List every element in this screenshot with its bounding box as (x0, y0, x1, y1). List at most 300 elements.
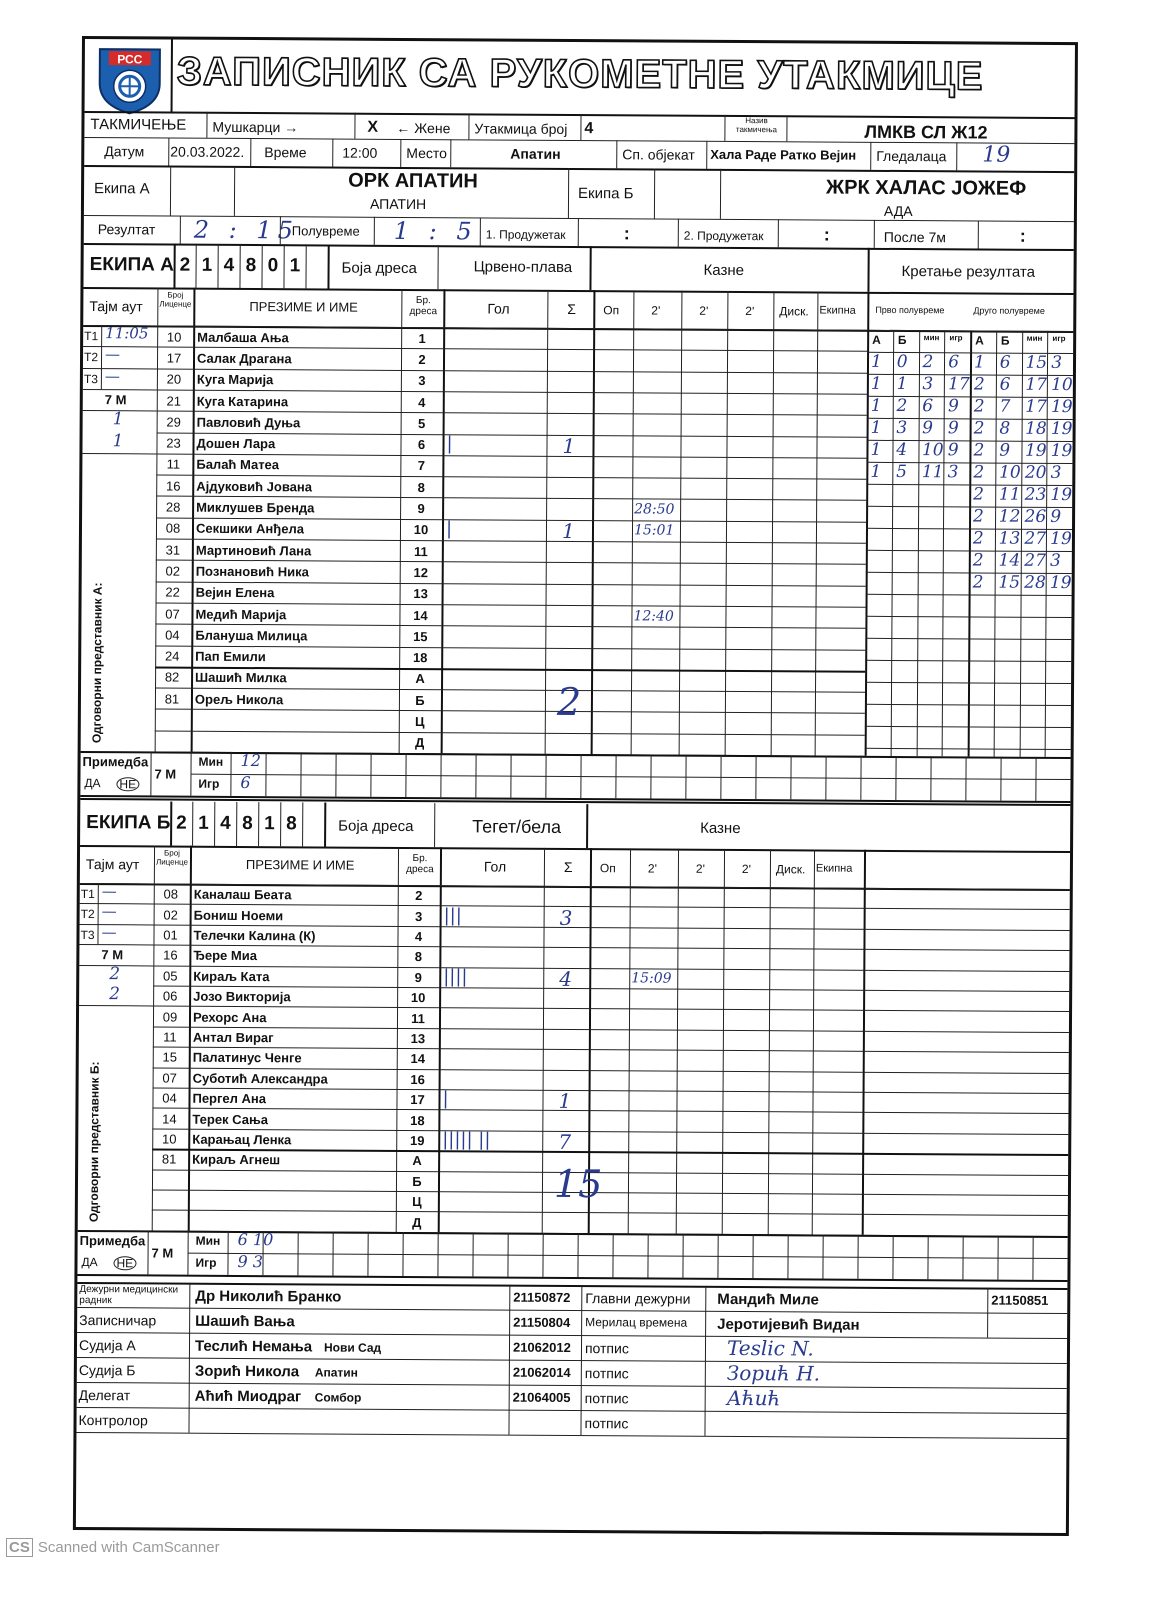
staff-name: Зорић Никола (194, 1362, 300, 1381)
official-letter: Ц (415, 714, 425, 730)
team_a-code-digit: 4 (223, 254, 235, 276)
progress-cell: 19 (1050, 418, 1073, 440)
progress-cell: 3 (1051, 352, 1063, 373)
ot2-score: : (823, 224, 830, 245)
venue-label: Сп. објекат (622, 146, 695, 163)
progress-col-b: Б (1000, 333, 1010, 348)
progress-cell: 1 (870, 461, 882, 482)
player-licence: 08 (163, 886, 179, 902)
player-penalty: 28:50 (634, 501, 675, 518)
progress-cell: 17 (1025, 374, 1048, 395)
player-licence: 10 (161, 1131, 177, 1147)
seven-m-mark: 2 (109, 984, 121, 1005)
col-disq: Диск. (779, 304, 809, 319)
team_a-goal-total: 2 (556, 679, 582, 724)
sheet-title: ЗАПИСНИК СА РУКОМЕТНЕ УТАКМИЦЕ (176, 49, 984, 99)
progress-cell: 9 (999, 440, 1011, 461)
player-licence: 31 (165, 542, 181, 558)
player-goals: | (445, 518, 453, 540)
staff-licence: 21150804 (513, 1314, 571, 1330)
official-letter: А (415, 671, 425, 687)
player-jersey: 11 (411, 1010, 425, 1026)
progress-col-b: Б (897, 332, 907, 348)
staff-role: Мерилац времена (585, 1314, 688, 1330)
staff-role-label: Судија Б (78, 1361, 136, 1379)
player-goals: ||| (443, 904, 462, 926)
progress-cell: 23 (1024, 484, 1047, 505)
player-jersey: 19 (409, 1133, 425, 1149)
player-jersey: 6 (417, 437, 426, 453)
player-name: Јозо Викторија (193, 988, 291, 1005)
player-jersey: 8 (414, 949, 423, 965)
player-goal-sum: 1 (562, 434, 576, 459)
progress-cell: 9 (947, 396, 959, 417)
progress-cell: 5 (896, 461, 907, 483)
after7-label: После 7м (883, 228, 946, 246)
staff-role-licence: 21150851 (991, 1292, 1049, 1308)
player-licence: 08 (165, 520, 181, 536)
official-letter: Б (412, 1173, 422, 1189)
player-licence: 07 (165, 606, 180, 622)
col-disq: Диск. (775, 862, 806, 877)
col-goal: Гол (487, 300, 510, 317)
staff-role: Главни дежурни (585, 1289, 691, 1307)
official-letter: Ц (412, 1194, 422, 1210)
staff-licence: 21062012 (512, 1339, 571, 1355)
col-sum: Σ (567, 300, 577, 318)
timeout-mark: — (104, 366, 120, 385)
team_a-rep-label: Одговорни представник А: (89, 582, 105, 744)
player-jersey: 11 (413, 543, 428, 559)
player-jersey: 13 (413, 586, 428, 602)
player-jersey: 14 (410, 1051, 426, 1067)
player-name: Мартиновић Лана (195, 542, 312, 559)
official-name: Шашић Милка (195, 670, 287, 686)
team_b-code-digit: 1 (264, 813, 275, 835)
player-jersey: 5 (417, 415, 426, 431)
progress-cell: 9 (947, 418, 959, 439)
col-licence: Број Лиценце (159, 290, 192, 309)
col-two-min: 2' (695, 861, 705, 876)
camscanner-watermark (6, 1538, 220, 1557)
ot1-label: 1. Продужетак (485, 227, 566, 242)
staff-city: Апатин (314, 1365, 358, 1380)
progress-cell: 2 (973, 374, 985, 395)
progress-cell: 1 (870, 439, 882, 460)
progress-cell: 26 (1024, 506, 1047, 527)
team_a-code-digit: 2 (179, 254, 191, 276)
player-jersey: 18 (412, 650, 428, 666)
player-licence: 11 (163, 1029, 177, 1045)
time-label: Време (264, 144, 307, 161)
player-jersey: 7 (417, 458, 426, 474)
col-two-min: 2' (741, 862, 751, 877)
progress-cell: 3 (922, 374, 934, 395)
player-name: Рехорс Ана (192, 1009, 267, 1025)
progress-cell: 1 (870, 373, 882, 394)
progress-cell: 20 (1024, 462, 1047, 483)
player-jersey: 2 (418, 351, 426, 368)
player-licence: 06 (162, 988, 178, 1004)
timeout-mark: — (101, 922, 117, 942)
player-name: Дошен Лара (196, 435, 276, 452)
player-licence: 07 (162, 1070, 177, 1086)
seven-m-mark: 1 (112, 430, 124, 451)
progress-cell: 3 (1050, 550, 1061, 571)
comp-name-label: Назив такмичења (735, 116, 778, 135)
progress-cell: 7 (999, 396, 1011, 417)
team_b-code-digit: 8 (286, 813, 297, 835)
player-jersey: 4 (414, 929, 423, 945)
team_b-code-digit: 1 (198, 812, 209, 834)
team_a-progress-label: Кретање резултата (901, 263, 1036, 281)
player-jersey: 8 (417, 479, 425, 495)
player-licence: 24 (164, 648, 180, 664)
after7-score: : (1019, 225, 1026, 246)
progress-cell: 27 (1024, 550, 1047, 571)
staff-role-label: Делегат (78, 1386, 131, 1404)
staff-name: Др Николић Бранко (195, 1287, 342, 1306)
team-b-city: АДА (883, 202, 913, 220)
team_b-code-digit: 8 (242, 812, 253, 835)
player-licence: 02 (165, 563, 181, 579)
staff-role: потпис (584, 1389, 629, 1407)
progress-col-a: А (975, 333, 984, 348)
player-goal-sum: 4 (559, 966, 573, 991)
player-licence: 04 (162, 1090, 177, 1106)
progress-col-a: А (872, 332, 881, 347)
player-goals: | (446, 433, 453, 455)
progress-cell: 6 (999, 374, 1011, 395)
staff-licence: 21150872 (513, 1289, 571, 1305)
player-penalty: 15:01 (633, 522, 675, 539)
col-jersey: Бр. дреса (409, 295, 438, 318)
progress-cell: 28 (1024, 572, 1046, 593)
staff-role-label: Дежурни медицински радник (79, 1283, 179, 1307)
progress-cell: 19 (1050, 440, 1073, 462)
player-name: Познановић Ника (195, 563, 309, 580)
player-name: Антал Вираг (192, 1029, 274, 1046)
timeout-label: T1 (80, 887, 95, 902)
staff-role-name: Мандић Миле (717, 1290, 819, 1309)
note-yes: ДА (84, 776, 101, 791)
player-name: Суботић Александра (192, 1070, 328, 1087)
progress-cell: 9 (922, 418, 934, 439)
date-label: Датум (104, 143, 145, 160)
note-label: Примедба (82, 754, 149, 770)
col-goal: Гол (483, 858, 507, 875)
progress-cell: 6 (999, 352, 1011, 373)
staff-role-label: Контролор (78, 1411, 148, 1429)
progress-cell: 2 (973, 462, 985, 483)
venue-value: Хала Раде Ратко Вејин (710, 146, 857, 163)
final-score: 2 : 15 (193, 215, 300, 245)
col-name: ПРЕЗИМЕ И ИМЕ (249, 299, 358, 315)
team_b-label: ЕКИПА Б (86, 812, 171, 834)
note-min: 6 10 (237, 1229, 274, 1249)
progress-cell: 2 (972, 528, 984, 549)
ot2-label: 2. Продужетак (683, 228, 764, 244)
player-name: Малбаша Ања (197, 329, 289, 345)
half-label: Полувреме (291, 223, 360, 239)
staff-city: Нови Сад (323, 1340, 382, 1355)
progress-cell: 10 (1051, 374, 1073, 396)
seven-m-label: 7 М (104, 392, 127, 408)
player-goals: |||| (443, 966, 468, 988)
match-no-label: Утакмица број (474, 120, 568, 137)
player-jersey: 4 (418, 394, 426, 410)
place-value: Апатин (510, 145, 561, 162)
player-jersey: 1 (418, 330, 426, 346)
player-name: Ајдуковић Јована (196, 478, 313, 495)
progress-cell: 19 (1050, 396, 1073, 418)
timeout-label: T2 (80, 907, 95, 922)
staff-name: Аћић Миодраг (194, 1387, 302, 1406)
progress-col-min: мин (1026, 333, 1043, 343)
staff-role: потпис (584, 1339, 629, 1357)
player-name: Пергел Ана (192, 1090, 267, 1107)
player-licence: 09 (162, 1009, 178, 1025)
progress-cell: 2 (973, 418, 985, 439)
official-licence: 82 (164, 669, 180, 686)
team_a-label: ЕКИПА А (89, 254, 174, 276)
staff-licence: 21062014 (512, 1364, 571, 1380)
col-two-min: 2' (647, 861, 657, 876)
team-b-label: Екипа Б (577, 185, 634, 203)
player-jersey: 17 (410, 1092, 425, 1108)
team-a-name: ОРК АПАТИН (348, 169, 478, 193)
col-two-min: 2' (745, 304, 755, 319)
official-letter: Д (412, 1214, 422, 1230)
staff-city: Сомбор (314, 1390, 362, 1405)
note-min-label: Мин (198, 754, 224, 769)
official-name: Кираљ Агнеш (192, 1152, 281, 1168)
player-jersey: 13 (410, 1031, 426, 1047)
team_b-code-digit: 4 (220, 812, 231, 834)
player-name: Кираљ Ката (193, 968, 270, 984)
progress-cell: 15 (1025, 352, 1048, 373)
timeout-label: T2 (83, 350, 99, 365)
team_b-jersey-label: Боја дреса (338, 817, 414, 836)
timeout-label: T3 (80, 927, 95, 942)
col-warning: Оп (599, 861, 616, 876)
half-score: 1 : 5 (393, 216, 478, 246)
player-name: Ђере Миа (193, 948, 258, 964)
player-licence: 11 (166, 456, 181, 473)
comp-name: ЛМКВ СЛ Ж12 (864, 121, 988, 143)
progress-cell: 19 (1050, 484, 1073, 506)
timeout-mark: — (105, 345, 121, 364)
team_a-penalties-label: Казне (703, 261, 745, 280)
team_a-code-digit: 1 (289, 255, 301, 277)
spectators-label: Гледалаца (876, 147, 947, 165)
player-goals: ||||| || (442, 1129, 491, 1151)
player-name: Куга Катарина (196, 393, 289, 409)
staff-role: потпис (584, 1414, 629, 1432)
player-licence: 17 (166, 350, 182, 366)
note-igr: 6 (240, 772, 251, 793)
official-name: Орељ Никола (194, 691, 284, 707)
player-licence: 10 (166, 329, 182, 345)
player-name: Миклушев Бренда (196, 499, 315, 516)
player-jersey: 14 (413, 607, 428, 623)
player-name: Бониш Ноеми (193, 907, 284, 923)
note-min-label: Мин (195, 1233, 221, 1248)
player-licence: 14 (162, 1111, 177, 1127)
col-warning: Оп (603, 303, 620, 318)
progress-cell: 19 (1024, 440, 1047, 461)
progress-cell: 18 (1025, 418, 1047, 439)
col-first-half: Прво полувреме (875, 304, 945, 316)
progress-cell: 2 (973, 440, 985, 461)
progress-cell: 19 (1050, 528, 1072, 550)
staff-role-name: Јеротијевић Видан (717, 1315, 860, 1334)
player-licence: 04 (165, 627, 180, 643)
official-letter: А (412, 1153, 422, 1169)
player-jersey: 9 (414, 969, 422, 985)
staff-role: потпис (584, 1364, 629, 1382)
team-a-city: АПАТИН (369, 195, 427, 213)
progress-cell: 19 (1049, 572, 1072, 594)
staff-name: Теслић Немања (194, 1337, 313, 1356)
staff-signature: Зорић Н. (726, 1360, 821, 1386)
progress-cell: 9 (947, 440, 959, 461)
player-name: Терек Сања (192, 1111, 269, 1127)
progress-cell: 2 (972, 550, 984, 571)
progress-cell: 2 (973, 396, 985, 417)
team-b-section (85, 39, 1075, 45)
player-jersey: 18 (410, 1112, 425, 1128)
match-no: 4 (584, 120, 594, 138)
progress-cell: 0 (896, 351, 908, 373)
player-licence: 05 (162, 968, 178, 984)
progress-cell: 6 (922, 396, 934, 417)
progress-cell: 27 (1024, 528, 1047, 549)
player-licence: 02 (163, 907, 178, 923)
staff-signature: Teslic N. (726, 1335, 814, 1361)
team_b-jersey: Тегет/бела (472, 816, 562, 837)
player-name: Блануша Милица (195, 627, 308, 644)
progress-cell: 1 (870, 395, 882, 416)
note-seven: 7 М (154, 766, 177, 782)
progress-col-igr: игр (1052, 333, 1066, 344)
progress-cell: 2 (896, 395, 908, 417)
player-name: Павловић Дуња (196, 414, 301, 431)
timeout-label: T3 (83, 371, 98, 386)
progress-cell: 3 (1050, 462, 1062, 483)
col-licence: Број Лиценце (155, 848, 189, 867)
player-licence: 29 (166, 414, 181, 430)
note-yes: ДА (81, 1254, 98, 1269)
note-igr-label: Игр (195, 1255, 217, 1270)
player-goal-sum: 3 (559, 905, 573, 930)
col-two-min: 2' (651, 303, 661, 318)
progress-cell: 14 (998, 550, 1021, 571)
note-igr: 9 3 (237, 1251, 264, 1271)
officials-section (85, 39, 1075, 45)
men-label: Мушкарци → (212, 118, 299, 136)
progress-cell: 1 (973, 352, 985, 373)
team_a-code-digit: 1 (201, 254, 213, 276)
progress-cell: 6 (948, 352, 960, 373)
player-jersey: 10 (413, 522, 429, 538)
player-jersey: 3 (414, 908, 423, 924)
camscanner-badge: CS (6, 1538, 33, 1557)
col-name: ПРЕЗИМЕ И ИМЕ (245, 857, 355, 873)
player-name: Палатинус Ченге (192, 1050, 302, 1066)
progress-cell: 13 (998, 528, 1021, 549)
player-licence: 15 (162, 1049, 178, 1065)
progress-cell: 10 (921, 440, 944, 461)
team_b-goal-total: 15 (553, 1162, 603, 1207)
team_a-jersey: Црвено-плава (473, 258, 573, 276)
gender-mark: X (367, 118, 379, 136)
camscanner-text: Scanned with CamScanner (37, 1539, 220, 1556)
team_a-code-digit: 8 (245, 255, 257, 277)
staff-licence: 21064005 (512, 1389, 571, 1405)
team_b-code-digit: 2 (176, 812, 187, 834)
competition-label: ТАКМИЧЕЊЕ (90, 116, 187, 134)
player-goal-sum: 7 (558, 1129, 572, 1155)
rss-logo (95, 43, 165, 115)
team-a-label: Екипа А (94, 180, 150, 198)
player-penalty: 15:09 (631, 970, 672, 987)
progress-cell: 2 (922, 352, 934, 373)
col-sum: Σ (563, 858, 573, 876)
progress-cell: 3 (896, 417, 908, 439)
note-min: 12 (240, 750, 261, 771)
official-licence: 81 (161, 1151, 177, 1167)
col-timeout: Тајм аут (89, 298, 143, 315)
player-jersey: 12 (413, 564, 429, 581)
progress-cell: 17 (1025, 396, 1047, 417)
team_a-code-digit: 0 (267, 255, 279, 277)
note-igr-label: Игр (198, 776, 220, 791)
player-name: Куга Марија (196, 371, 274, 388)
note-no: НЕ (116, 777, 139, 791)
team-b-name: ЖРК ХАЛАС ЈОЖЕФ (826, 176, 1027, 200)
progress-cell: 11 (998, 484, 1021, 505)
col-timeout: Тајм аут (85, 856, 140, 873)
progress-cell: 17 (948, 374, 970, 395)
ot1-score: : (623, 223, 630, 244)
women-label: ← Жене (396, 119, 451, 137)
player-penalty: 12:40 (633, 607, 674, 625)
place-label: Место (406, 144, 447, 162)
staff-signature: Аћић (726, 1385, 781, 1411)
progress-cell: 2 (973, 484, 985, 505)
player-goals: | (442, 1088, 449, 1110)
team_b-rep-label: Одговорни представник Б: (86, 1061, 102, 1222)
player-name: Каналаш Беата (193, 886, 292, 903)
player-name: Карањац Ленка (192, 1131, 292, 1148)
player-name: Балаћ Матеа (196, 457, 280, 473)
seven-m-mark: 2 (109, 963, 121, 984)
progress-cell: 1 (870, 351, 882, 372)
timeout-mark: — (101, 882, 117, 901)
col-second-half: Друго полувреме (973, 305, 1045, 316)
player-jersey: 15 (413, 628, 428, 644)
progress-cell: 12 (998, 506, 1021, 527)
player-name: Секшики Анђела (195, 521, 305, 537)
timeout-mark: 11:05 (105, 324, 149, 343)
col-team: Екипна (819, 304, 856, 317)
player-licence: 23 (166, 435, 181, 451)
logo-text: РСС (117, 52, 143, 67)
note-label: Примедба (79, 1232, 146, 1249)
player-goal-sum: 1 (561, 519, 575, 544)
progress-cell: 2 (973, 506, 984, 527)
